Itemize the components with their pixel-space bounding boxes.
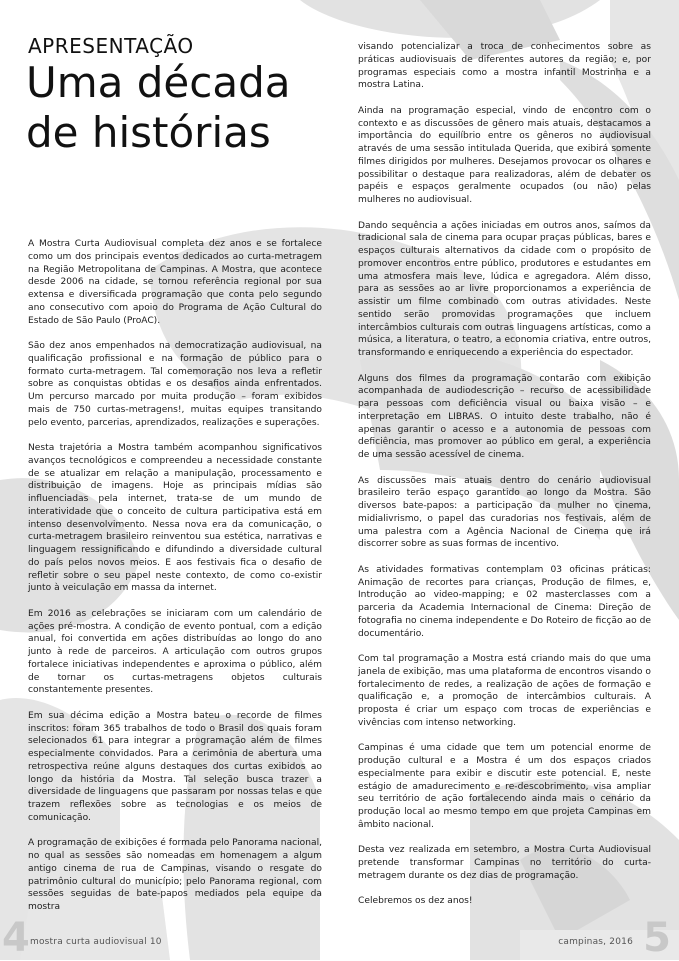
paragraph: Em 2016 as celebrações se iniciaram com um calendário de ações pré-mostra. A condição de evento pontual, com a edição anual, foi convertida em ações distribuídas ao longo do ano junto à rede de parceiros. A articulação com outros grupos fortalece iniciativas independentes e aproxima o público, além de tornar os curtas-metragens objetos culturais constantemente presentes. bbox=[28, 608, 322, 696]
paragraph: Com tal programação a Mostra está criando mais do que uma janela de exibição, mas uma plataforma de encontros visando o fortalecimento de redes, a realização de ações de formação e qualificação e, a promoção de intercâmbios culturais. A proposta é criar um espaço com trocas de experiências e vivências com intenso networking. bbox=[358, 654, 651, 728]
page-number-right: 5 bbox=[643, 915, 671, 961]
paragraph: Desta vez realizada em setembro, a Mostra Curta Audiovisual pretende transformar Campinas no território do curta-metragem durante os dez dias de programação. bbox=[358, 845, 651, 881]
section-kicker: APRESENTAÇÃO bbox=[28, 34, 194, 58]
page-title bbox=[26, 58, 290, 158]
paragraph: Ainda na programação especial, vindo de encontro com o contexto e as discussões de gênero mais atuais, destacamos a importância do equilíbrio entre os gêneros no audiovisual através de uma sessão intitulada Querida, que exibirá somente filmes dirigidos por mulheres. Desejamos provocar os olhares e possibilitar o destaque para realizadoras, além de debater os papéis e espaços geralmente ocupados (ou não) pelas mulheres no audiovisual. bbox=[358, 105, 651, 205]
paragraph: A programação de exibições é formada pelo Panorama nacional, no qual as sessões são nomeadas em homenagem a algum antigo cinema de rua de Campinas, visando o resgate do patrimônio cultural do município; pelo Panorama regional, com sessões seguidas de bate-papos mediados pela equipe da mostra bbox=[28, 838, 322, 912]
right-text-column bbox=[358, 41, 651, 921]
paragraph: Alguns dos filmes da programação contarão com exibição acompanhada de audiodescrição – recurso de acessibilidade para pessoas com deficiência visual ou baixa visão – e interpretação em LIBRAS. O intuito deste trabalho, não é apenas garantir o acesso e a autonomia de pessoas com deficiência, mas promover ao público em geral, a experiência de uma sessão acessível de cinema. bbox=[358, 373, 651, 460]
paragraph: São dez anos empenhados na democratização audiovisual, na qualificação profissional e na formação de público para o formato curta-metragem. Tal comemoração nos leva a refletir sobre as conquistas obtidas e os desafios ainda enfrentados. Um percurso marcado por muita produção – foram exibidos mais de 750 curtas-metragens!, muitas equipes transitando pelo evento, parcerias, aprendizados, realizações e superações. bbox=[28, 341, 322, 428]
paragraph: Celebremos os dez anos! bbox=[358, 896, 473, 907]
footer-place-date: campinas, 2016 bbox=[558, 937, 633, 947]
page-footer bbox=[0, 915, 679, 961]
paragraph: As atividades formativas contemplam 03 oficinas práticas: Animação de recortes para crianças, Produção de filmes, e, Introdução ao video-mapping; e 02 masterclasses com a parceria da Academia Internacional de Cinema: Direção de fotografia no cinema independente e Do Roteiro de ficção ao de documentário. bbox=[358, 564, 651, 639]
paragraph: Nesta trajetória a Mostra também acompanhou significativos avanços tecnológicos e compreendeu a necessidade constante de se atualizar em relação a manipulação, processamento e distribuição de imagens. Hoje as principais mídias são influenciadas pela internet, trata-se de um mundo de interatividade que o conceito de cultura participativa está em intenso desenvolvimento. Nessa nova era da comunicação, o curta-metragem brasileiro reinventou sua estética, narrativas e linguagem ressignificando e difundindo a diversidade cultural do país pelos novos meios. E aos festivais fica o desafio de refletir sobre o seu papel neste contexto, de como co-existir junto à veiculação em massa da internet. bbox=[28, 443, 322, 594]
left-text-column bbox=[28, 238, 322, 927]
paragraph: A Mostra Curta Audiovisual completa dez anos e se fortalece como um dos principais eventos dedicados ao curta-metragem na Região Metropolitana de Campinas. A Mostra, que acontece desde 2006 na cidade, se tornou referência regional por sua extensa e diversificada programação que conta pelo segundo ano consecutivo com apoio do Programa de Ação Cultural do Estado de São Paulo (ProAC). bbox=[28, 239, 322, 326]
paragraph: As discussões mais atuais dentro do cenário audiovisual brasileiro terão espaço garantido ao longo da Mostra. São diversos bate-papos: a participação da mulher no cinema, midialivrismo, o papel das curadorias nos festivais, além de uma palestra com a Agência Nacional de Cinema que irá discorrer sobre as suas formas de incentivo. bbox=[358, 475, 651, 550]
paragraph: visando potencializar a troca de conhecimentos sobre as práticas audiovisuais de diferentes autores da região; e, por programas especiais como a mostra infantil Mostrinha e a mostra Latina. bbox=[358, 42, 651, 91]
title-line-1: Uma década bbox=[26, 58, 291, 107]
paragraph: Campinas é uma cidade que tem um potencial enorme de produção cultural e a Mostra é um dos espaços criados especialmente para exibir e discutir este potencial. E, neste estágio de amadurecimento e re-descobrimento, visa ampliar seu território de ação fortalecendo ainda mais o cenário da produção local ao mesmo tempo em que projeta Campinas em âmbito nacional. bbox=[358, 743, 651, 830]
footer-publication-name: mostra curta audiovisual 10 bbox=[30, 937, 162, 947]
title-line-2: de histórias bbox=[26, 108, 271, 157]
paragraph: Em sua décima edição a Mostra bateu o recorde de filmes inscritos: foram 365 trabalhos de todo o Brasil dos quais foram selecionados 61 para integrar a programação além de filmes especialmente convidados. Para a cerimônia de abertura uma retrospectiva reúne alguns destaques dos curtas exibidos ao longo da história da Mostra. Tal seleção busca trazer a diversidade de linguagens que passaram por nossas telas e que trazem reflexões sobre as tecnologias e os meios de comunicação. bbox=[28, 710, 322, 823]
paragraph: Dando sequência a ações iniciadas em outros anos, saímos da tradicional sala de cinema para ocupar praças públicas, bares e espaços culturais alternativos da cidade com o propósito de promover encontros entre público, produtores e estudantes em uma atmosfera mais leve, lúdica e agregadora. Além disso, para as sessões ao ar livre proporcionamos a experiência de assistir um filme combinado com outras atividades. Neste sentido serão promovidas programações que incluem intercâmbios culturais com outras linguagens artísticas, como a música, a literatura, o teatro, a economia criativa, entre outros, transformando e enriquecendo a experiência do espectador. bbox=[358, 220, 651, 358]
page-number-left: 4 bbox=[2, 915, 30, 961]
